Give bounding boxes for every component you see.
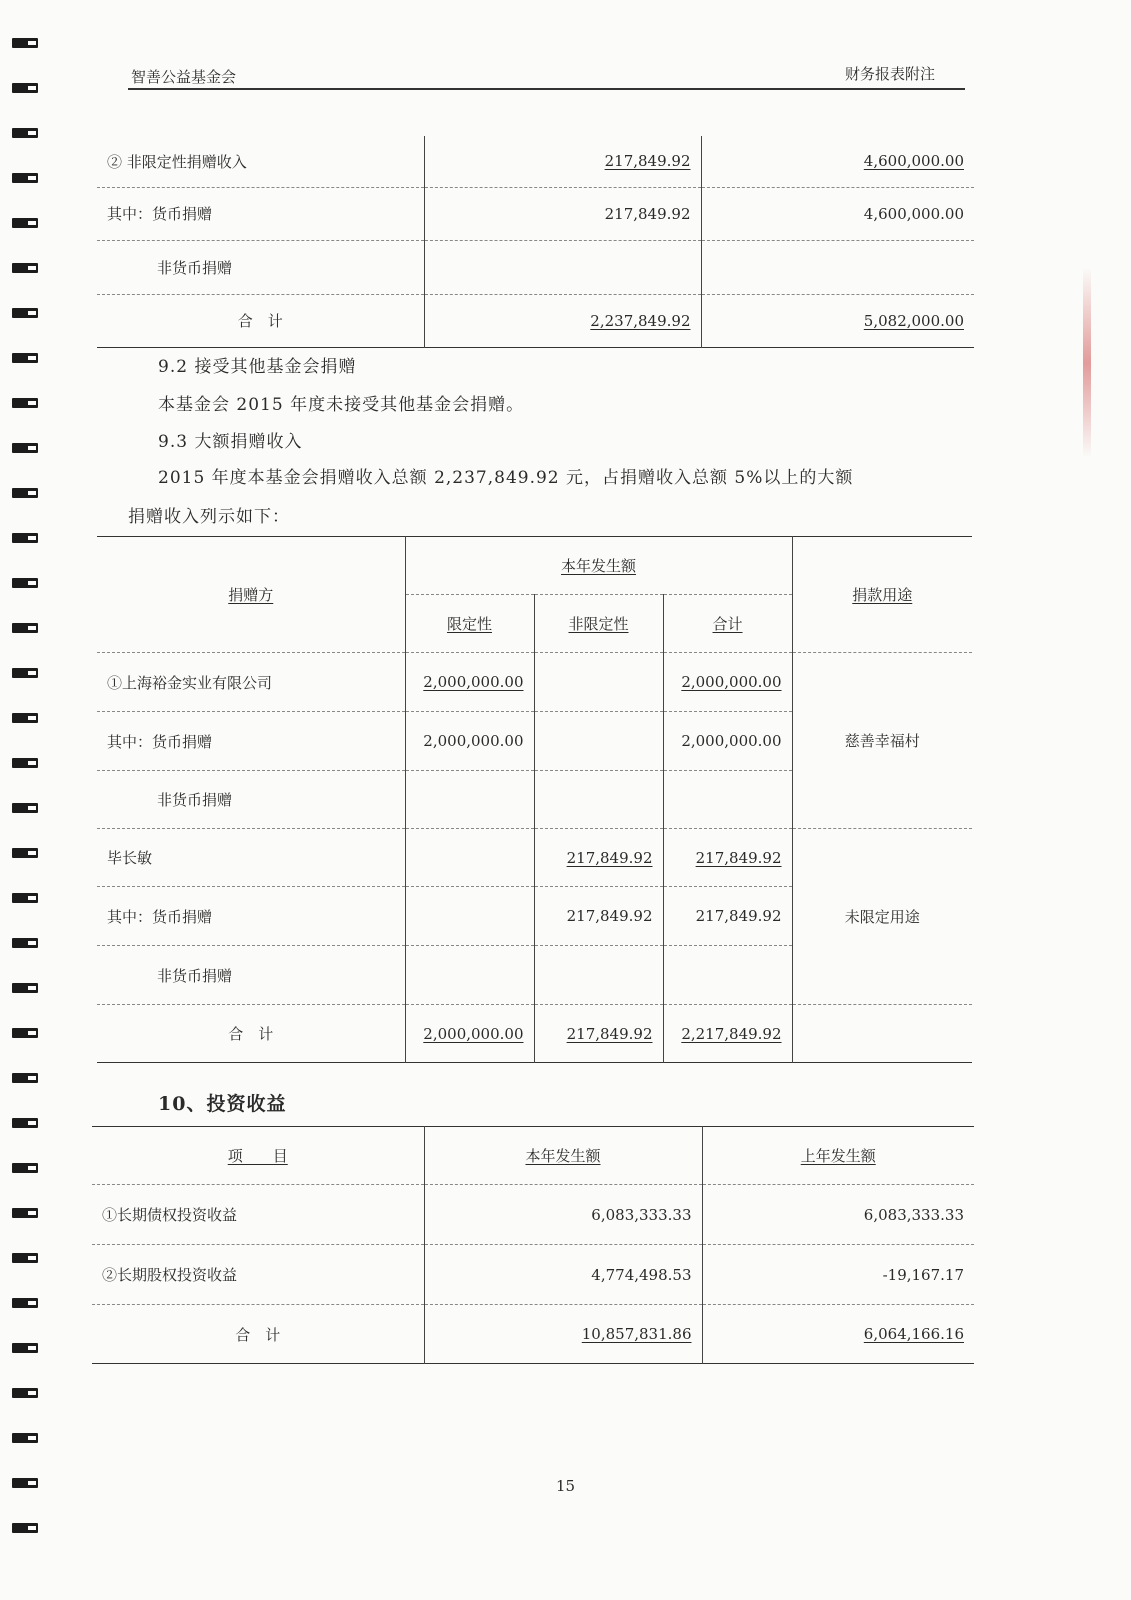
- header-total: 合计: [663, 595, 792, 653]
- binding-ring: [12, 38, 38, 48]
- table-row-total: [92, 1305, 974, 1364]
- page-number: 15: [555, 1477, 576, 1495]
- row-restricted: [405, 829, 534, 887]
- header-donor: 捐赠方: [97, 537, 405, 653]
- row-total: [663, 771, 792, 829]
- binding-ring: [12, 218, 38, 228]
- row-total: 217,849.92: [663, 887, 792, 946]
- table-row: [97, 187, 974, 240]
- binding-ring: [12, 1118, 38, 1128]
- section-9-3-title: 9.3 大额捐赠收入: [158, 432, 303, 452]
- row-restricted: 2,000,000.00: [405, 712, 534, 771]
- row-purpose: 慈善幸福村: [792, 653, 972, 829]
- row-restricted: [405, 887, 534, 946]
- row-label: ①长期债权投资收益: [92, 1185, 424, 1245]
- row-previous: 6,083,333.33: [702, 1185, 974, 1245]
- binding-ring: [12, 848, 38, 858]
- header-item: 项 目: [92, 1127, 424, 1185]
- binding-ring: [12, 938, 38, 948]
- row-current: [424, 240, 701, 294]
- row-current: 6,083,333.33: [424, 1185, 702, 1245]
- binding-ring: [12, 803, 38, 813]
- binding-ring: [12, 533, 38, 543]
- row-unrestricted: [534, 771, 663, 829]
- section-9-3-text-line1: 2015 年度本基金会捐赠收入总额 2,237,849.92 元，占捐赠收入总额 5%以上的大额: [158, 468, 854, 488]
- binding-ring: [12, 398, 38, 408]
- binding-ring: [12, 578, 38, 588]
- row-restricted: [405, 771, 534, 829]
- header-current-year: 本年发生额: [405, 537, 792, 595]
- binding-ring: [12, 128, 38, 138]
- row-current: 10,857,831.86: [424, 1305, 702, 1364]
- row-unrestricted: 217,849.92: [534, 1005, 663, 1063]
- header-restricted: 限定性: [405, 595, 534, 653]
- row-label: ①上海裕金实业有限公司: [97, 653, 405, 712]
- row-label: 其中：货币捐赠: [97, 887, 405, 946]
- row-label: ② 非限定性捐赠收入: [97, 136, 424, 187]
- row-total: 2,000,000.00: [663, 712, 792, 771]
- binding-ring: [12, 1298, 38, 1308]
- binding-ring: [12, 623, 38, 633]
- section-10-title: 10、投资收益: [158, 1093, 287, 1115]
- binding-ring: [12, 1253, 38, 1263]
- row-unrestricted: 217,849.92: [534, 829, 663, 887]
- row-label: 合 计: [97, 294, 424, 347]
- row-purpose: 未限定用途: [792, 829, 972, 1005]
- binding-ring: [12, 893, 38, 903]
- row-previous: 5,082,000.00: [701, 294, 974, 347]
- row-previous: 6,064,166.16: [702, 1305, 974, 1364]
- table-row-total: [97, 1005, 972, 1063]
- row-previous: 4,600,000.00: [701, 187, 974, 240]
- row-unrestricted: 217,849.92: [534, 887, 663, 946]
- row-purpose-empty: [792, 1005, 972, 1063]
- binding-ring: [12, 1388, 38, 1398]
- section-9-2-title: 9.2 接受其他基金会捐赠: [158, 357, 357, 377]
- header-rule: [128, 88, 965, 90]
- header-org-name: 智善公益基金会: [131, 68, 237, 86]
- binding-ring: [12, 308, 38, 318]
- header-row: [97, 537, 972, 595]
- binding-ring: [12, 353, 38, 363]
- binding-ring: [12, 1073, 38, 1083]
- seal-stamp-edge: [1083, 268, 1091, 458]
- investment-income-table: [92, 1126, 974, 1364]
- header-doc-title: 财务报表附注: [845, 65, 936, 83]
- row-previous: -19,167.17: [702, 1245, 974, 1305]
- binding-ring: [12, 1523, 38, 1533]
- header-previous: 上年发生额: [702, 1127, 974, 1185]
- row-restricted: 2,000,000.00: [405, 653, 534, 712]
- binding-ring: [12, 713, 38, 723]
- table-row: [92, 1245, 974, 1305]
- row-restricted: [405, 946, 534, 1005]
- binding-ring: [12, 983, 38, 993]
- row-total: 2,217,849.92: [663, 1005, 792, 1063]
- row-label: 毕长敏: [97, 829, 405, 887]
- row-current: 217,849.92: [424, 136, 701, 187]
- table-row: [97, 240, 974, 294]
- row-previous: [701, 240, 974, 294]
- row-label: ②长期股权投资收益: [92, 1245, 424, 1305]
- section-9-3-text-line2: 捐赠收入列示如下：: [128, 507, 290, 527]
- table-row: [97, 136, 974, 187]
- row-label: 其中：货币捐赠: [97, 187, 424, 240]
- binding-ring: [12, 1163, 38, 1173]
- row-label: 非货币捐赠: [97, 946, 405, 1005]
- binding-ring: [12, 668, 38, 678]
- binding-ring: [12, 173, 38, 183]
- row-total: [663, 946, 792, 1005]
- table-row: [97, 829, 972, 887]
- donation-income-table: [97, 136, 974, 348]
- binding-ring: [12, 758, 38, 768]
- header-purpose: 捐款用途: [792, 537, 972, 653]
- binding-ring: [12, 83, 38, 93]
- binding-ring: [12, 488, 38, 498]
- table-row-total: [97, 294, 974, 347]
- row-previous: 4,600,000.00: [701, 136, 974, 187]
- spiral-binding: [12, 38, 40, 1568]
- row-total: 217,849.92: [663, 829, 792, 887]
- row-current: 2,237,849.92: [424, 294, 701, 347]
- row-unrestricted: [534, 712, 663, 771]
- row-label: 非货币捐赠: [97, 240, 424, 294]
- major-donations-table: [97, 536, 972, 1063]
- row-label: 非货币捐赠: [97, 771, 405, 829]
- row-label: 其中：货币捐赠: [97, 712, 405, 771]
- table-row: [97, 653, 972, 712]
- binding-ring: [12, 1208, 38, 1218]
- header-unrestricted: 非限定性: [534, 595, 663, 653]
- binding-ring: [12, 263, 38, 273]
- row-unrestricted: [534, 946, 663, 1005]
- row-unrestricted: [534, 653, 663, 712]
- row-total: 2,000,000.00: [663, 653, 792, 712]
- table-row: [92, 1185, 974, 1245]
- section-9-2-text: 本基金会 2015 年度未接受其他基金会捐赠。: [158, 395, 525, 415]
- binding-ring: [12, 443, 38, 453]
- row-current: 4,774,498.53: [424, 1245, 702, 1305]
- row-restricted: 2,000,000.00: [405, 1005, 534, 1063]
- binding-ring: [12, 1343, 38, 1353]
- binding-ring: [12, 1433, 38, 1443]
- binding-ring: [12, 1028, 38, 1038]
- header-row: [92, 1127, 974, 1185]
- row-label: 合 计: [97, 1005, 405, 1063]
- header-current: 本年发生额: [424, 1127, 702, 1185]
- row-current: 217,849.92: [424, 187, 701, 240]
- row-label: 合 计: [92, 1305, 424, 1364]
